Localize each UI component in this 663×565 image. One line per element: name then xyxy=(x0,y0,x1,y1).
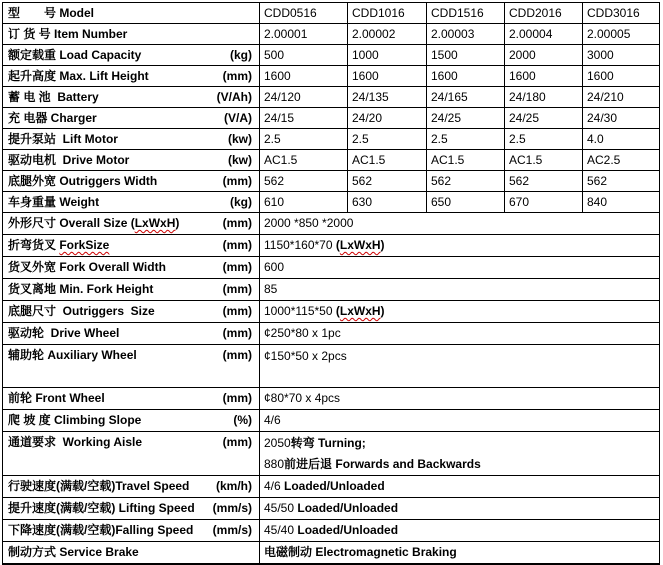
value-line xyxy=(264,346,655,367)
row-label-outriggers-size xyxy=(3,301,260,323)
text-segment: 辅助轮 Auxiliary Wheel xyxy=(8,348,137,362)
text-segment: Forwards and Backwards xyxy=(335,457,481,471)
text-segment: 1000*115*50 xyxy=(264,304,336,318)
text-segment: 爬 坡 度 Climbing Slope xyxy=(8,413,142,427)
value-cell-front-wheel xyxy=(260,388,660,410)
value-line xyxy=(264,433,655,454)
value-line xyxy=(264,388,655,409)
value-cell-travel-speed xyxy=(260,476,660,498)
row-unit-label: (kw) xyxy=(228,152,252,167)
row-label-falling-speed xyxy=(3,520,260,542)
row-label-text xyxy=(8,346,137,365)
text-segment: ( xyxy=(335,304,340,318)
spec-row-drive-wheel xyxy=(3,323,660,345)
row-label-wrap xyxy=(7,258,255,277)
row-label-text xyxy=(8,324,119,343)
value-cell-battery-CDD0516: 24/120 xyxy=(260,87,348,108)
value-cell-outriggers-width-CDD3016: 562 xyxy=(583,171,660,192)
value-cell-load-capacity-CDD1016: 1000 xyxy=(348,45,427,66)
row-label-overall-size xyxy=(3,213,260,235)
row-unit-label: (mm) xyxy=(222,173,252,188)
text-segment: Loaded/Unloaded xyxy=(297,501,399,515)
text-segment: 45/40 xyxy=(264,523,298,537)
row-label-climbing-slope xyxy=(3,410,260,432)
row-unit-label: (mm/s) xyxy=(212,501,252,515)
text-segment: 2050 xyxy=(264,436,291,450)
row-label-wrap xyxy=(7,214,255,233)
text-segment: 底腿外宽 Outriggers Width xyxy=(8,173,158,188)
row-label-wrap xyxy=(7,67,255,86)
text-segment: 车身重量 Weight xyxy=(8,194,100,209)
value-cell-model-CDD1016: CDD1016 xyxy=(348,3,427,24)
row-unit-label: (mm/s) xyxy=(212,523,252,537)
row-label-text xyxy=(8,130,118,149)
value-cell-outriggers-size xyxy=(260,301,660,323)
text-segment: 45/50 xyxy=(264,501,298,515)
row-label-text xyxy=(8,151,129,170)
text-segment: 1150*160*70 xyxy=(264,238,336,252)
value-cell-charger-CDD1516: 24/25 xyxy=(427,108,505,129)
text-segment: 600 xyxy=(264,260,285,274)
row-label-wrap xyxy=(7,411,255,430)
row-label-weight xyxy=(3,192,260,213)
row-label-outriggers-width xyxy=(3,171,260,192)
text-segment: 提升速度(满载/空载) Lifting Speed xyxy=(8,501,195,515)
text-segment: 下降速度(满载/空载)Falling Speed xyxy=(8,523,194,537)
value-cell-climbing-slope xyxy=(260,410,660,432)
value-cell-model-CDD1516: CDD1516 xyxy=(427,3,505,24)
value-cell-max-lift-height-CDD1516: 1600 xyxy=(427,66,505,87)
row-label-text xyxy=(8,109,97,128)
row-label-service-brake xyxy=(3,542,260,565)
value-cell-model-CDD2016: CDD2016 xyxy=(505,3,583,24)
text-segment: 充 电器 Charger xyxy=(8,110,97,125)
row-unit-label: (kg) xyxy=(230,194,252,209)
value-cell-falling-speed xyxy=(260,520,660,542)
row-label-text xyxy=(8,433,142,452)
row-unit-label: (mm) xyxy=(222,304,252,318)
row-label-model xyxy=(3,3,260,24)
row-label-text xyxy=(8,193,99,212)
row-unit-label: (mm) xyxy=(222,435,252,449)
row-label-text xyxy=(8,302,155,321)
row-label-fork-overall-width xyxy=(3,257,260,279)
text-segment: 85 xyxy=(264,282,278,296)
value-line xyxy=(264,476,655,497)
value-line xyxy=(264,498,655,519)
value-cell-lift-motor-CDD1516: 2.5 xyxy=(427,129,505,150)
value-cell-weight-CDD0516: 610 xyxy=(260,192,348,213)
spellcheck-flagged-text: LxWxH xyxy=(339,238,381,252)
value-line xyxy=(264,410,655,431)
text-segment: 订 货 号 Item Number xyxy=(8,26,128,41)
value-cell-auxiliary-wheel xyxy=(260,345,660,388)
text-segment: ) xyxy=(380,238,385,252)
spec-row-auxiliary-wheel xyxy=(3,345,660,388)
text-segment: 电磁制动 xyxy=(264,545,316,559)
row-label-wrap xyxy=(7,193,255,212)
value-cell-max-lift-height-CDD3016: 1600 xyxy=(583,66,660,87)
value-line xyxy=(264,323,655,344)
spec-row-falling-speed xyxy=(3,520,660,542)
row-label-text xyxy=(8,214,179,233)
value-cell-item-number-CDD2016: 2.00004 xyxy=(505,24,583,45)
row-label-text xyxy=(8,280,153,299)
spec-row-load-capacity xyxy=(3,45,660,66)
text-segment: 外形尺寸 Overall Size ( xyxy=(8,216,135,230)
spec-row-front-wheel xyxy=(3,388,660,410)
value-cell-max-lift-height-CDD2016: 1600 xyxy=(505,66,583,87)
spec-row-model xyxy=(3,3,660,24)
value-cell-battery-CDD3016: 24/210 xyxy=(583,87,660,108)
value-cell-lifting-speed xyxy=(260,498,660,520)
row-label-text xyxy=(8,389,105,408)
row-label-drive-motor xyxy=(3,150,260,171)
value-cell-service-brake xyxy=(260,542,660,565)
text-segment: 4/6 xyxy=(264,479,285,493)
spec-row-service-brake xyxy=(3,542,660,565)
spec-row-overall-size xyxy=(3,213,660,235)
row-unit-label: (mm) xyxy=(222,68,252,83)
value-cell-drive-motor-CDD3016: AC2.5 xyxy=(583,150,660,171)
row-label-text xyxy=(8,88,99,107)
row-label-wrap xyxy=(7,302,255,321)
row-unit-label: (mm) xyxy=(222,348,252,362)
value-cell-load-capacity-CDD0516: 500 xyxy=(260,45,348,66)
row-unit-label: (mm) xyxy=(222,216,252,230)
text-segment: 货叉离地 Min. Fork Height xyxy=(8,282,154,296)
row-label-wrap xyxy=(7,130,255,149)
row-label-lift-motor xyxy=(3,129,260,150)
value-line xyxy=(264,542,655,563)
value-cell-load-capacity-CDD1516: 1500 xyxy=(427,45,505,66)
spec-row-charger xyxy=(3,108,660,129)
value-cell-max-lift-height-CDD0516: 1600 xyxy=(260,66,348,87)
row-label-lifting-speed xyxy=(3,498,260,520)
text-segment: ¢150*50 x 2pcs xyxy=(264,349,347,363)
row-label-text xyxy=(8,46,141,65)
row-label-text xyxy=(8,521,193,540)
row-label-wrap xyxy=(7,389,255,408)
row-label-text xyxy=(8,477,189,496)
spec-row-max-lift-height xyxy=(3,66,660,87)
text-segment: 起升高度 Max. Lift Height xyxy=(8,68,149,83)
row-label-wrap xyxy=(7,280,255,299)
row-label-battery xyxy=(3,87,260,108)
text-segment: 制动方式 Service Brake xyxy=(8,545,139,559)
row-label-wrap xyxy=(7,521,255,540)
value-cell-lift-motor-CDD0516: 2.5 xyxy=(260,129,348,150)
row-label-wrap xyxy=(7,25,255,44)
value-cell-fork-overall-width xyxy=(260,257,660,279)
row-label-drive-wheel xyxy=(3,323,260,345)
row-label-wrap xyxy=(7,236,255,255)
spec-row-outriggers-size xyxy=(3,301,660,323)
row-unit-label: (mm) xyxy=(222,260,252,274)
row-label-wrap xyxy=(7,4,255,23)
row-unit-label: (kw) xyxy=(228,131,252,146)
value-cell-charger-CDD2016: 24/25 xyxy=(505,108,583,129)
row-label-wrap xyxy=(7,88,255,107)
value-cell-item-number-CDD1516: 2.00003 xyxy=(427,24,505,45)
text-segment: ¢80*70 x 4pcs xyxy=(264,391,341,405)
value-cell-battery-CDD2016: 24/180 xyxy=(505,87,583,108)
value-cell-model-CDD3016: CDD3016 xyxy=(583,3,660,24)
text-segment: 折弯货叉 xyxy=(8,238,60,252)
row-unit-label: (mm) xyxy=(222,326,252,340)
row-unit-label: (V/Ah) xyxy=(216,89,252,104)
spellcheck-flagged-text: LxWxH xyxy=(339,304,381,318)
text-segment: 蓄 电 池 Battery xyxy=(8,89,99,104)
value-cell-weight-CDD2016: 670 xyxy=(505,192,583,213)
spec-row-travel-speed xyxy=(3,476,660,498)
row-label-auxiliary-wheel xyxy=(3,345,260,388)
value-cell-battery-CDD1516: 24/165 xyxy=(427,87,505,108)
value-line xyxy=(264,520,655,541)
text-segment: 2000 *850 *2000 xyxy=(264,216,354,230)
row-label-wrap xyxy=(7,46,255,65)
spec-table-body xyxy=(3,3,660,565)
text-segment: 额定载重 Load Capacity xyxy=(8,47,142,62)
row-unit-label: (kg) xyxy=(230,47,252,62)
value-cell-lift-motor-CDD1016: 2.5 xyxy=(348,129,427,150)
value-line xyxy=(264,235,655,256)
spec-row-drive-motor xyxy=(3,150,660,171)
row-label-text xyxy=(8,25,127,44)
spec-row-outriggers-width xyxy=(3,171,660,192)
text-segment: Turning; xyxy=(318,436,366,450)
text-segment: Loaded/Unloaded xyxy=(284,479,385,493)
row-unit-label: (%) xyxy=(233,413,252,427)
spec-row-battery xyxy=(3,87,660,108)
value-line xyxy=(264,213,655,234)
text-segment: ) xyxy=(380,304,385,318)
value-line xyxy=(264,279,655,300)
text-segment: 驱动轮 Drive Wheel xyxy=(8,326,120,340)
row-label-item-number xyxy=(3,24,260,45)
spec-row-fork-overall-width xyxy=(3,257,660,279)
value-cell-drive-motor-CDD1516: AC1.5 xyxy=(427,150,505,171)
value-cell-battery-CDD1016: 24/135 xyxy=(348,87,427,108)
value-cell-model-CDD0516: CDD0516 xyxy=(260,3,348,24)
row-label-travel-speed xyxy=(3,476,260,498)
text-segment: 前轮 Front Wheel xyxy=(8,391,105,405)
text-segment: 货叉外宽 Fork Overall Width xyxy=(8,260,166,274)
row-label-min-fork-height xyxy=(3,279,260,301)
value-cell-outriggers-width-CDD1016: 562 xyxy=(348,171,427,192)
row-label-front-wheel xyxy=(3,388,260,410)
row-label-wrap xyxy=(7,346,255,365)
spec-row-fork-size xyxy=(3,235,660,257)
value-cell-fork-size xyxy=(260,235,660,257)
row-label-text xyxy=(8,236,109,255)
row-label-wrap xyxy=(7,543,255,562)
spec-row-climbing-slope xyxy=(3,410,660,432)
spec-row-lifting-speed xyxy=(3,498,660,520)
row-label-charger xyxy=(3,108,260,129)
spec-row-min-fork-height xyxy=(3,279,660,301)
value-cell-load-capacity-CDD3016: 3000 xyxy=(583,45,660,66)
row-label-working-aisle xyxy=(3,432,260,476)
row-label-wrap xyxy=(7,324,255,343)
value-cell-charger-CDD1016: 24/20 xyxy=(348,108,427,129)
text-segment: 通道要求 Working Aisle xyxy=(8,435,143,449)
value-cell-weight-CDD1516: 650 xyxy=(427,192,505,213)
text-segment: 行驶速度(满载/空载)Travel Speed xyxy=(8,479,190,493)
row-label-max-lift-height xyxy=(3,66,260,87)
value-cell-weight-CDD3016: 840 xyxy=(583,192,660,213)
row-label-wrap xyxy=(7,477,255,496)
row-unit-label: (km/h) xyxy=(216,479,252,493)
value-cell-drive-motor-CDD0516: AC1.5 xyxy=(260,150,348,171)
text-segment: ¢250*80 x 1pc xyxy=(264,326,341,340)
row-label-text xyxy=(8,499,195,518)
value-cell-charger-CDD3016: 24/30 xyxy=(583,108,660,129)
text-segment: Loaded/Unloaded xyxy=(297,523,399,537)
spec-table xyxy=(2,2,660,565)
value-cell-item-number-CDD0516: 2.00001 xyxy=(260,24,348,45)
row-label-wrap xyxy=(7,172,255,191)
row-label-text xyxy=(8,411,141,430)
value-cell-outriggers-width-CDD0516: 562 xyxy=(260,171,348,192)
row-label-text xyxy=(8,67,149,86)
row-label-wrap xyxy=(7,151,255,170)
row-label-wrap xyxy=(7,109,255,128)
value-line xyxy=(264,257,655,278)
text-segment: 型 号 Model xyxy=(8,5,94,20)
value-cell-drive-motor-CDD1016: AC1.5 xyxy=(348,150,427,171)
text-segment: 底腿尺寸 Outriggers Size xyxy=(8,304,155,318)
text-segment: ) xyxy=(175,216,180,230)
document-page xyxy=(0,2,663,559)
spellcheck-flagged-text: ForkSize xyxy=(59,238,110,252)
text-segment: 880 xyxy=(264,457,285,471)
row-unit-label: (V/A) xyxy=(224,110,252,125)
row-label-load-capacity xyxy=(3,45,260,66)
value-cell-outriggers-width-CDD2016: 562 xyxy=(505,171,583,192)
value-line xyxy=(264,301,655,322)
value-cell-overall-size xyxy=(260,213,660,235)
text-segment: 前进后退 xyxy=(284,457,336,471)
value-cell-lift-motor-CDD3016: 4.0 xyxy=(583,129,660,150)
row-unit-label: (mm) xyxy=(222,238,252,252)
row-label-text xyxy=(8,543,139,562)
value-line xyxy=(264,454,655,475)
text-segment: 转弯 xyxy=(290,436,319,450)
spec-row-working-aisle xyxy=(3,432,660,476)
row-label-wrap xyxy=(7,499,255,518)
value-cell-lift-motor-CDD2016: 2.5 xyxy=(505,129,583,150)
value-cell-charger-CDD0516: 24/15 xyxy=(260,108,348,129)
text-segment: 4/6 xyxy=(264,413,281,427)
value-cell-working-aisle xyxy=(260,432,660,476)
value-cell-load-capacity-CDD2016: 2000 xyxy=(505,45,583,66)
row-label-text xyxy=(8,258,166,277)
text-segment: Electromagnetic Braking xyxy=(315,545,457,559)
spec-row-item-number xyxy=(3,24,660,45)
text-segment: 提升泵站 Lift Motor xyxy=(8,131,118,146)
row-label-text xyxy=(8,172,157,191)
value-cell-max-lift-height-CDD1016: 1600 xyxy=(348,66,427,87)
row-label-wrap xyxy=(7,433,255,452)
value-cell-weight-CDD1016: 630 xyxy=(348,192,427,213)
row-label-fork-size xyxy=(3,235,260,257)
row-label-text xyxy=(8,4,94,23)
value-cell-drive-motor-CDD2016: AC1.5 xyxy=(505,150,583,171)
value-cell-outriggers-width-CDD1516: 562 xyxy=(427,171,505,192)
spec-row-lift-motor xyxy=(3,129,660,150)
spellcheck-flagged-text: LxWxH xyxy=(134,216,176,230)
row-unit-label: (mm) xyxy=(222,391,252,405)
value-cell-drive-wheel xyxy=(260,323,660,345)
value-cell-item-number-CDD3016: 2.00005 xyxy=(583,24,660,45)
row-unit-label: (mm) xyxy=(222,282,252,296)
text-segment: 驱动电机 Drive Motor xyxy=(8,152,130,167)
text-segment: ( xyxy=(335,238,340,252)
value-cell-item-number-CDD1016: 2.00002 xyxy=(348,24,427,45)
value-cell-min-fork-height xyxy=(260,279,660,301)
spec-row-weight xyxy=(3,192,660,213)
